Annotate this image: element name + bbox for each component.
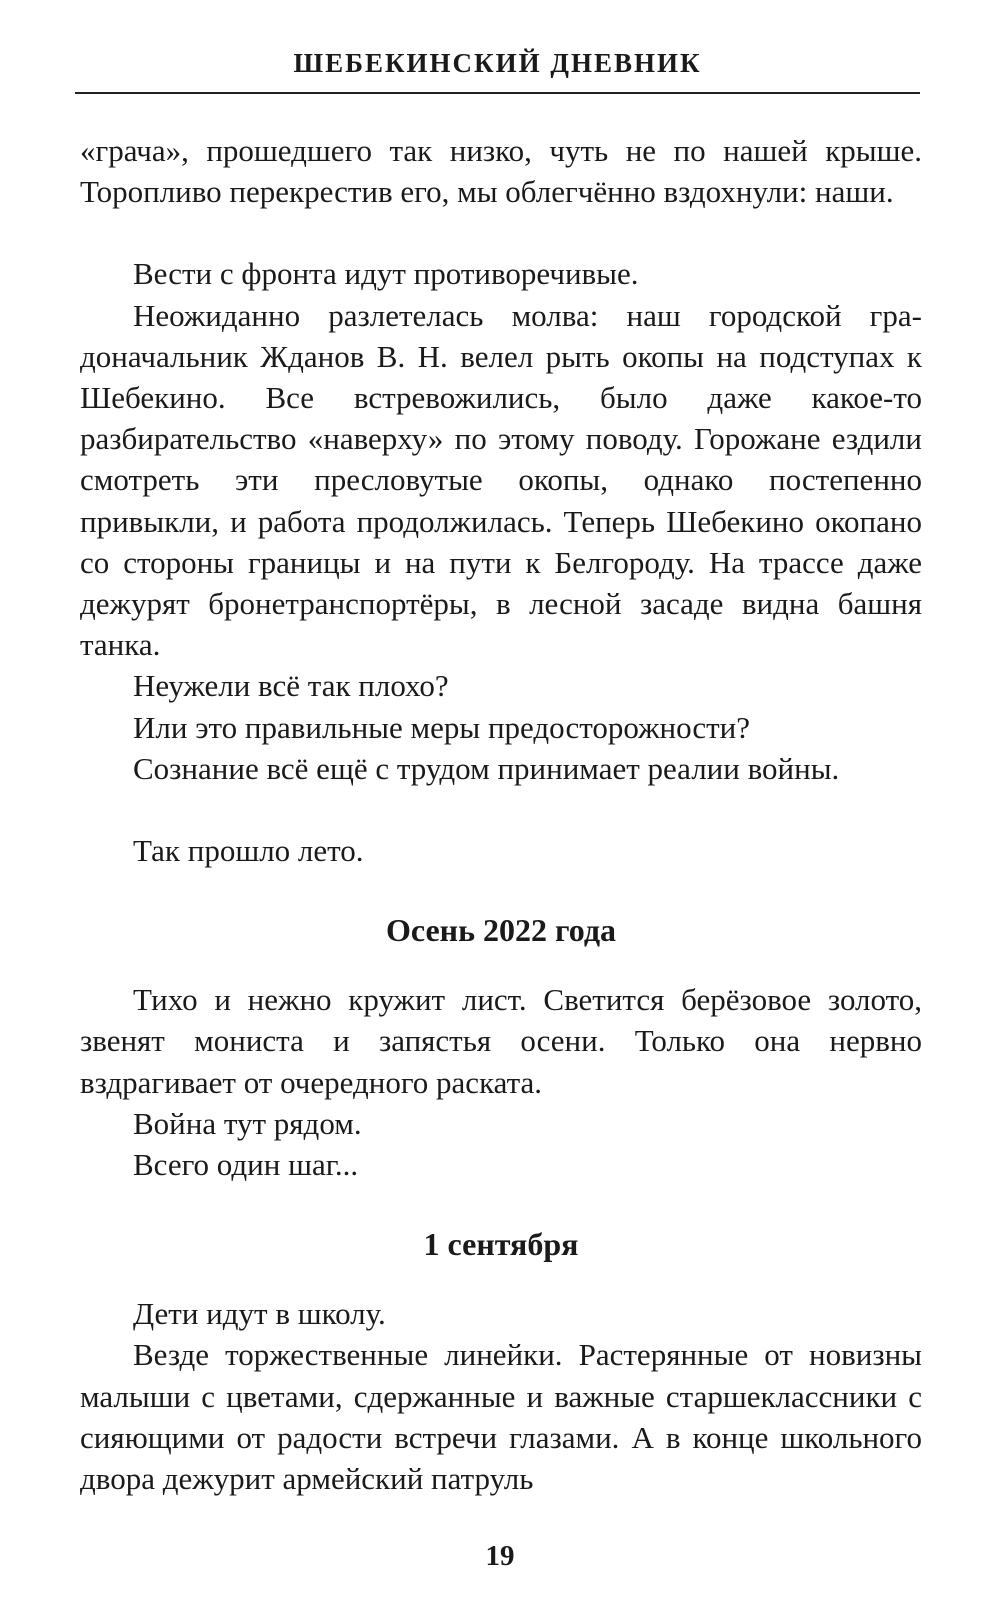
paragraph: Сознание всё ещё с трудом принимает реалии войны. xyxy=(133,750,840,786)
section-heading-autumn: Осень 2022 года xyxy=(385,912,617,949)
paragraph: Везде торжественные линейки. Растерянные от новизны малыши с цветами, сдержанные и важные старшеклассники с сияющими от радости встречи глазами. А в конце школьного двора дежурит армейский патруль xyxy=(80,1337,922,1497)
page-body xyxy=(80,130,922,1499)
paragraph: Война тут рядом. xyxy=(133,1105,362,1141)
paragraph: Неужели всё так плохо? xyxy=(133,668,449,704)
paragraph: Неожиданно разлетелась молва: наш городской градоначальник Жданов В. Н. велел рыть окопы на подступах к Шебекино. Все встревожились, было даже какое-то разбирательство «наверху» по этому поводу. Горожане ездили смотреть эти пресловутые окопы, однако постепенно привыкли, и работа продолжилась. Теперь Шебекино окопано со стороны границы и на пути к Белгороду. На трассе даже дежурят бронетранспортёры, в лесной засаде видна башня танка. xyxy=(80,297,922,663)
paragraph: Вести с фронта идут противоречивые. xyxy=(133,256,639,292)
heading-gap xyxy=(80,1185,922,1224)
paragraph: Дети идут в школу. xyxy=(133,1296,386,1332)
header-rule xyxy=(75,92,920,94)
page-number: 19 xyxy=(485,1540,515,1572)
paragraph: Так прошло лето. xyxy=(133,833,364,869)
paragraph-gap xyxy=(80,212,922,253)
section-heading-september: 1 сентября xyxy=(423,1226,579,1263)
paragraph: «грача», прошедшего так низко, чуть не по нашей крыше. Торопливо перекрестив его, мы облегчённо вздохнули: наши. xyxy=(80,133,922,210)
heading-gap xyxy=(80,1265,922,1293)
paragraph: Или это правильные меры предосторожности? xyxy=(133,709,751,745)
heading-gap xyxy=(80,871,922,910)
paragraph-gap xyxy=(80,789,922,830)
running-head: ШЕБЕКИНСКИЙ ДНЕВНИК xyxy=(293,48,702,78)
heading-gap xyxy=(80,951,922,979)
paragraph: Тихо и нежно кружит лист. Светится берёзовое золото, звенят мониста и запястья осени. Только она нервно вздрагивает от очередного раската. xyxy=(80,982,922,1100)
paragraph: Всего один шаг... xyxy=(133,1147,359,1183)
